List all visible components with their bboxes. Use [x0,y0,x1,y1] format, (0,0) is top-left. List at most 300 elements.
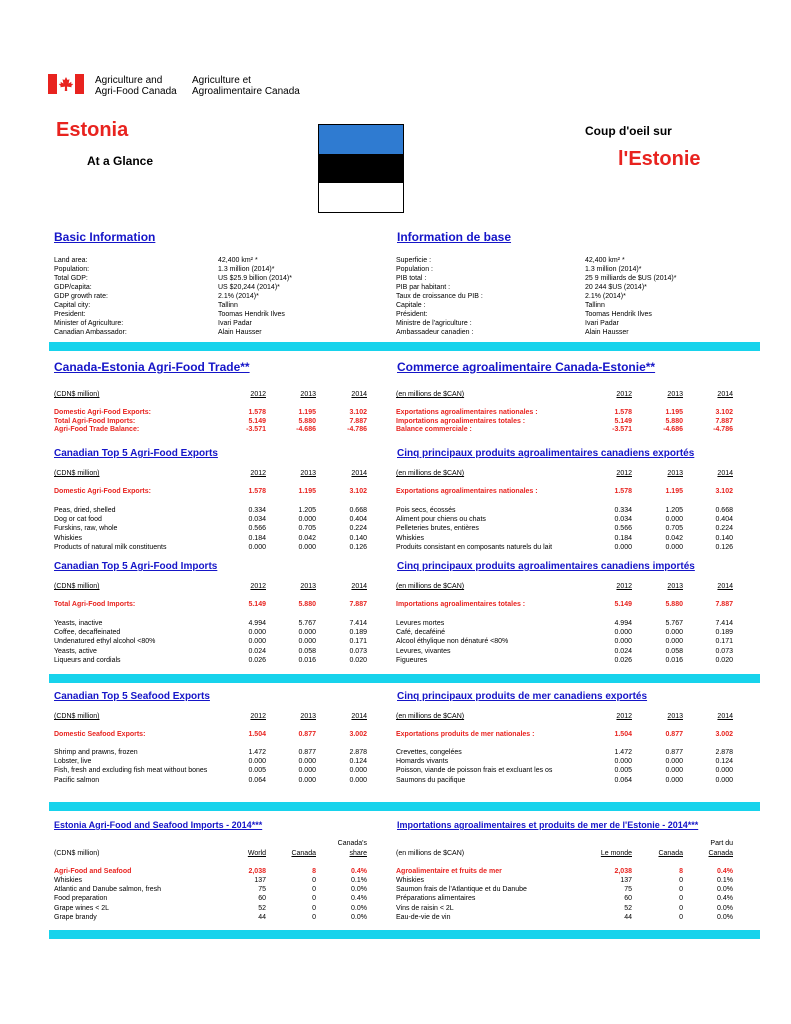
imports-row [0,637,791,646]
row-label-fr: Saumons du pacifique [396,776,466,784]
row-label-en: Agri-Food Trade Balance: [54,426,140,433]
row-label-fr: Produits consistant en composants naturels du lait [396,543,553,551]
basic-value-fr: 20 244 $US (2014)* [585,284,647,291]
value-en: 0.1% [351,877,367,884]
value-fr: 0.000 [665,776,683,784]
row-label-fr: Aliment pour chiens ou chats [396,516,486,524]
value-fr: 1.578 [614,409,632,416]
year-header-en: 2013 [300,470,316,477]
col-header-en: World [247,850,266,857]
value-en: 1.195 [298,409,316,416]
value-fr: 0.024 [614,647,632,655]
row-label-en: Fish, fresh and excluding fish meat without bones [54,767,208,775]
basic-info-row [0,283,791,292]
row-label-fr: Whiskies [396,877,425,884]
value-fr: 0.000 [715,767,733,775]
basic-value-en: US $25.9 billion (2014)* [218,275,292,282]
value-en: 0.705 [298,525,316,533]
value-en: 0.334 [248,507,266,514]
estonia-imports-heading-fr[interactable]: Importations agroalimentaires et produits de mer de l'Estonie - 2014*** [397,820,699,830]
row-label-en: Food preparation [54,895,108,903]
basic-info-row [0,256,791,265]
table-header-row [0,839,791,848]
org-fr-line1: Agriculture et [192,75,251,86]
year-header-fr: 2014 [717,470,733,477]
row-label-fr: Poisson, viande de poisson frais et excluant les os [396,767,553,775]
value-en: 5.149 [248,601,266,608]
value-en: 0.073 [349,647,367,655]
value-fr: 0.224 [715,525,733,533]
basic-label-en: Minister of Agriculture: [54,320,124,327]
value-en: 0.189 [349,629,367,637]
basic-label-en: Canadian Ambassador: [54,329,127,336]
value-en: 3.002 [349,731,367,738]
basic-info-row [0,319,791,328]
value-fr: 0.334 [614,507,632,514]
year-header-fr: 2012 [616,713,632,720]
value-en: 0.058 [298,647,316,655]
value-fr: 0.020 [715,656,733,664]
exports-row [0,524,791,533]
seafood-row [0,766,791,775]
imports-row [0,628,791,637]
value-en: 7.887 [349,601,367,608]
exports-row [0,534,791,543]
value-en: 0 [312,886,316,894]
row-label-fr: Crevettes, congelées [396,749,462,756]
value-fr: 0.073 [715,647,733,655]
org-en-line2: Agri-Food Canada [95,86,177,97]
exports-row [0,506,791,515]
basic-value-en: Alain Hausser [218,329,262,336]
value-fr: 0.000 [665,516,683,524]
row-label-en: Grape brandy [54,913,97,921]
row-label-en: Yeasts, active [54,647,97,655]
estonia-imports-row [0,885,791,894]
value-en: 0.000 [349,776,367,784]
row-label-en: Atlantic and Danube salmon, fresh [54,886,162,894]
estonia-imports-heading-en[interactable]: Estonia Agri-Food and Seafood Imports - 2014*** [54,820,263,830]
col-header-fr: Canada [658,850,683,857]
basic-value-fr: 42,400 km² * [585,257,625,264]
value-fr: 0.668 [715,507,733,514]
value-en: -3.571 [246,426,266,433]
year-header-fr: 2013 [667,583,683,590]
row-label-fr: Importations agroalimentaires totales : [396,417,526,425]
imports-heading-en[interactable]: Canadian Top 5 Agri-Food Imports [54,561,218,572]
row-label-fr: Eau-de-vie de vin [396,913,451,921]
value-fr: 5.149 [614,601,632,608]
value-en: 0.000 [298,543,316,551]
value-en: 5.149 [248,417,266,425]
value-en: 0.000 [298,758,316,766]
value-en: 0.126 [349,543,367,551]
unit-label-fr: (en millions de $CAN) [396,713,465,720]
basic-label-en: GDP/capita: [54,284,92,291]
value-en: 0 [312,913,316,921]
basic-label-fr: Superficie : [396,257,432,264]
value-en: 1.578 [248,409,266,416]
row-label-en: Shrimp and prawns, frozen [54,749,138,756]
value-en: 0.000 [248,543,266,551]
seafood-row [0,757,791,766]
value-en: 4.994 [248,620,266,627]
value-fr: 7.414 [715,620,733,627]
value-fr: 5.880 [665,601,683,608]
year-header-en: 2014 [351,391,367,398]
value-en: 0.0% [351,904,367,912]
row-label-en: Domestic Agri-Food Exports: [54,488,151,495]
year-header-en: 2014 [351,713,367,720]
row-label-fr: Importations agroalimentaires totales : [396,601,526,608]
value-fr: 0.000 [614,638,632,646]
value-fr: 0.000 [614,758,632,766]
value-fr: 0.000 [665,767,683,775]
year-header-fr: 2014 [717,583,733,590]
value-fr: 2.878 [715,749,733,756]
value-en: 0.566 [248,525,266,533]
value-en: 0.124 [349,758,367,766]
value-fr: 44 [624,913,632,921]
imports-row [0,647,791,656]
value-fr: 7.887 [715,417,733,425]
row-label-en: Grape wines < 2L [54,904,110,912]
row-label-fr: Café, decaféiné [396,629,446,637]
value-en: 137 [254,877,266,884]
unit-label-en: (CDN$ million) [54,470,100,477]
value-en: 0.042 [298,534,316,542]
value-fr: 0.005 [614,767,632,775]
col-header-en: Canada's [337,840,367,847]
value-fr: 0.0% [717,904,733,912]
subtitle-fr: Coup d'oeil sur [585,124,672,138]
year-header-fr: 2013 [667,391,683,398]
value-fr: 1.205 [665,507,683,514]
value-en: 0.404 [349,516,367,524]
year-header-en: 2014 [351,583,367,590]
value-fr: 0.126 [715,543,733,551]
row-label-en: Agri-Food and Seafood [54,868,132,875]
basic-label-fr: Population : [396,266,433,273]
value-fr: 1.472 [614,749,632,756]
year-header-en: 2013 [300,713,316,720]
year-header-fr: 2014 [717,391,733,398]
basic-value-fr: Toomas Hendrik Ilves [585,311,652,318]
value-en: 0.171 [349,638,367,646]
value-en: 52 [258,904,266,912]
value-en: 0.877 [298,749,316,756]
basic-label-en: President: [54,311,86,318]
seafood-heading-en[interactable]: Canadian Top 5 Seafood Exports [54,691,210,702]
value-en: 3.102 [349,409,367,416]
value-en: 44 [258,913,266,921]
value-en: 0.000 [248,638,266,646]
value-fr: 0.171 [715,638,733,646]
basic-value-fr: Ivari Padar [585,320,619,327]
value-fr: 0.877 [665,749,683,756]
value-en: 0.020 [349,656,367,664]
value-fr: 137 [620,877,632,884]
row-label-en: Furskins, raw, whole [54,525,118,533]
year-header-fr: 2013 [667,713,683,720]
value-fr: 0 [679,886,683,894]
row-label-fr: Exportations agroalimentaires nationales : [396,488,538,495]
org-name-fr [192,75,300,97]
basic-label-fr: Ambassadeur canadien : [396,329,474,336]
value-fr: 0 [679,895,683,903]
trade-row [0,425,791,434]
seafood-total-row [0,730,791,739]
basic-info-row [0,328,791,337]
row-label-en: Pacific salmon [54,776,100,784]
year-header-fr: 2013 [667,470,683,477]
year-header-en: 2013 [300,391,316,398]
value-en: 0.064 [248,776,266,784]
value-fr: 8 [679,868,683,875]
value-en: 1.472 [248,749,266,756]
value-fr: 0.064 [614,776,632,784]
value-en: 2,038 [248,868,266,875]
basic-value-fr: Tallinn [585,302,605,309]
estonia-imports-row [0,904,791,913]
basic-value-en: Toomas Hendrik Ilves [218,311,285,318]
section-divider [49,342,760,351]
value-fr: 0.000 [665,758,683,766]
value-en: 0 [312,904,316,912]
row-label-en: Total Agri-Food Imports: [54,417,136,425]
value-en: 1.504 [248,731,266,738]
value-en: 0.4% [351,895,367,903]
row-label-en: Undenatured ethyl alcohol <80% [54,638,156,646]
basic-info-row [0,310,791,319]
value-fr: 0.4% [717,895,733,903]
value-fr: 0.000 [614,543,632,551]
table-header-row [0,849,791,858]
value-en: 0.000 [349,767,367,775]
row-label-fr: Figueures [396,656,428,664]
value-fr: 0.124 [715,758,733,766]
value-fr: 60 [624,895,632,903]
value-en: 1.205 [298,507,316,514]
basic-value-fr: 25 9 milliards de $US (2014)* [585,275,677,282]
basic-label-en: Capital city: [54,302,91,309]
row-label-en: Products of natural milk constituents [54,543,167,551]
basic-label-fr: Taux de croissance du PIB : [396,293,483,300]
org-fr-line2: Agroalimentaire Canada [192,86,300,97]
trade-heading-en[interactable]: Canada-Estonia Agri-Food Trade** [54,360,250,374]
canada-flag-logo [48,74,84,94]
value-en: 0.4% [351,868,367,875]
unit-label-en: (CDN$ million) [54,713,100,720]
basic-value-en: US $20,244 (2014)* [218,284,280,291]
exports-heading-en[interactable]: Canadian Top 5 Agri-Food Exports [54,448,218,459]
unit-label-fr: (en millions de $CAN) [396,470,465,477]
trade-heading-fr[interactable]: Commerce agroalimentaire Canada-Estonie** [397,360,656,374]
value-fr: 2,038 [614,868,632,875]
basic-label-fr: Capitale : [396,302,426,309]
estonia-imports-row [0,894,791,903]
col-header-en: share [349,850,367,857]
year-header-fr: 2012 [616,391,632,398]
basic-label-fr: Ministre de l'agriculture : [396,320,472,327]
value-en: 0.0% [351,886,367,894]
row-label-fr: Saumon frais de l'Atlantique et du Danube [396,886,527,894]
basic-info-row [0,265,791,274]
value-fr: 5.149 [614,417,632,425]
basic-info-heading-en[interactable]: Basic Information [54,230,156,244]
value-en: 0 [312,877,316,884]
value-en: 5.880 [298,601,316,608]
value-en: 75 [258,886,266,894]
value-fr: 3.002 [715,731,733,738]
row-label-en: Liqueurs and cordials [54,656,121,664]
value-en: 2.878 [349,749,367,756]
value-en: 0.184 [248,534,266,542]
row-label-en: Yeasts, inactive [54,620,103,627]
value-fr: 0.034 [614,516,632,524]
value-fr: 5.767 [665,620,683,627]
unit-label-fr: (en millions de $CAN) [396,391,465,398]
unit-label-en: (CDN$ million) [54,391,100,398]
table-header-row [0,582,791,591]
row-label-fr: Vins de raisin < 2L [396,904,454,912]
exports-row [0,543,791,552]
row-label-en: Dog or cat food [54,516,102,524]
value-en: 0.000 [298,767,316,775]
basic-label-en: Total GDP: [54,275,88,282]
value-fr: 0.058 [665,647,683,655]
value-fr: 5.880 [665,417,683,425]
value-en: 1.578 [248,488,266,495]
row-label-fr: Préparations alimentaires [396,895,476,903]
imports-row [0,619,791,628]
basic-value-en: Ivari Padar [218,320,252,327]
org-en-line1: Agriculture and [95,75,163,86]
value-en: 0.140 [349,534,367,542]
value-fr: 3.102 [715,488,733,495]
value-fr: 4.994 [614,620,632,627]
value-en: 0.0% [351,913,367,921]
basic-value-en: 2.1% (2014)* [218,293,259,300]
value-en: 0.668 [349,507,367,514]
value-fr: 7.887 [715,601,733,608]
estonia-imports-row [0,913,791,922]
basic-value-en: 1.3 million (2014)* [218,266,275,273]
basic-info-row [0,274,791,283]
value-fr: 0.0% [717,886,733,894]
exports-total-row [0,487,791,496]
value-fr: 1.195 [665,488,683,495]
value-fr: 75 [624,886,632,894]
basic-value-fr: 2.1% (2014)* [585,293,626,300]
subtitle-en: At a Glance [87,154,154,168]
row-label-fr: Whiskies [396,534,425,542]
col-header-fr: Part du [710,840,733,847]
row-label-en: Lobster, live [54,758,92,766]
value-fr: 0.566 [614,525,632,533]
basic-label-en: GDP growth rate: [54,293,108,300]
col-header-fr: Canada [708,850,733,857]
flag-stripe-black [319,154,403,183]
value-en: -4.686 [296,426,316,433]
value-en: 0.005 [248,767,266,775]
row-label-en: Whiskies [54,877,83,884]
col-header-fr: Le monde [600,850,632,857]
value-en: 5.880 [298,417,316,425]
value-fr: 0 [679,877,683,884]
basic-label-en: Population: [54,266,90,273]
value-en: 0.000 [298,776,316,784]
seafood-row [0,748,791,757]
unit-label-en: (CDN$ million) [54,583,100,590]
basic-value-en: 42,400 km² * [218,257,258,264]
year-header-fr: 2012 [616,583,632,590]
seafood-heading-fr[interactable]: Cinq principaux produits de mer canadiens exportés [397,691,648,702]
value-en: 7.887 [349,417,367,425]
value-en: 0.000 [298,629,316,637]
basic-value-en: Tallinn [218,302,238,309]
row-label-fr: Exportations produits de mer nationales : [396,731,535,738]
row-label-fr: Alcool éthylique non dénaturé <80% [396,638,509,646]
basic-info-heading-fr[interactable]: Information de base [397,230,512,244]
row-label-fr: Levures, vivantes [396,647,451,655]
value-fr: 0 [679,913,683,921]
value-en: 0.026 [248,656,266,664]
value-fr: 0.000 [665,638,683,646]
basic-label-en: Land area: [54,257,88,264]
value-fr: 1.195 [665,409,683,416]
row-label-fr: Levures mortes [396,620,445,627]
exports-heading-fr[interactable]: Cinq principaux produits agroalimentaires canadiens exportés [397,448,695,459]
imports-heading-fr[interactable]: Cinq principaux produits agroalimentaires canadiens importés [397,561,695,572]
row-label-en: Peas, dried, shelled [54,507,116,514]
basic-label-fr: PIB total : [396,275,427,282]
value-fr: 0.877 [665,731,683,738]
value-en: 60 [258,895,266,903]
row-label-fr: Homards vivants [396,758,449,766]
imports-total-row [0,600,791,609]
row-label-fr: Pelleteries brutes, entières [396,525,479,533]
basic-value-fr: 1.3 million (2014)* [585,266,642,273]
imports-row [0,656,791,665]
year-header-en: 2013 [300,583,316,590]
value-fr: -4.686 [663,426,683,433]
value-en: 8 [312,868,316,875]
value-en: 3.102 [349,488,367,495]
value-fr: -3.571 [612,426,632,433]
section-divider [49,802,760,811]
value-fr: 0.042 [665,534,683,542]
value-en: 0.877 [298,731,316,738]
year-header-fr: 2012 [616,470,632,477]
basic-label-fr: Président: [396,311,428,318]
seafood-row [0,776,791,785]
value-en: 0.034 [248,516,266,524]
country-title-en: Estonia [56,119,129,141]
value-fr: 1.504 [614,731,632,738]
value-en: 5.767 [298,620,316,627]
value-fr: 0.000 [665,629,683,637]
value-en: 1.195 [298,488,316,495]
value-en: 0.024 [248,647,266,655]
unit-label-en: (CDN$ million) [54,850,100,857]
value-fr: 0.000 [715,776,733,784]
basic-value-fr: Alain Hausser [585,329,629,336]
year-header-en: 2012 [250,470,266,477]
row-label-en: Whiskies [54,534,83,542]
section-divider [49,930,760,939]
row-label-en: Coffee, decaffeinated [54,629,121,637]
